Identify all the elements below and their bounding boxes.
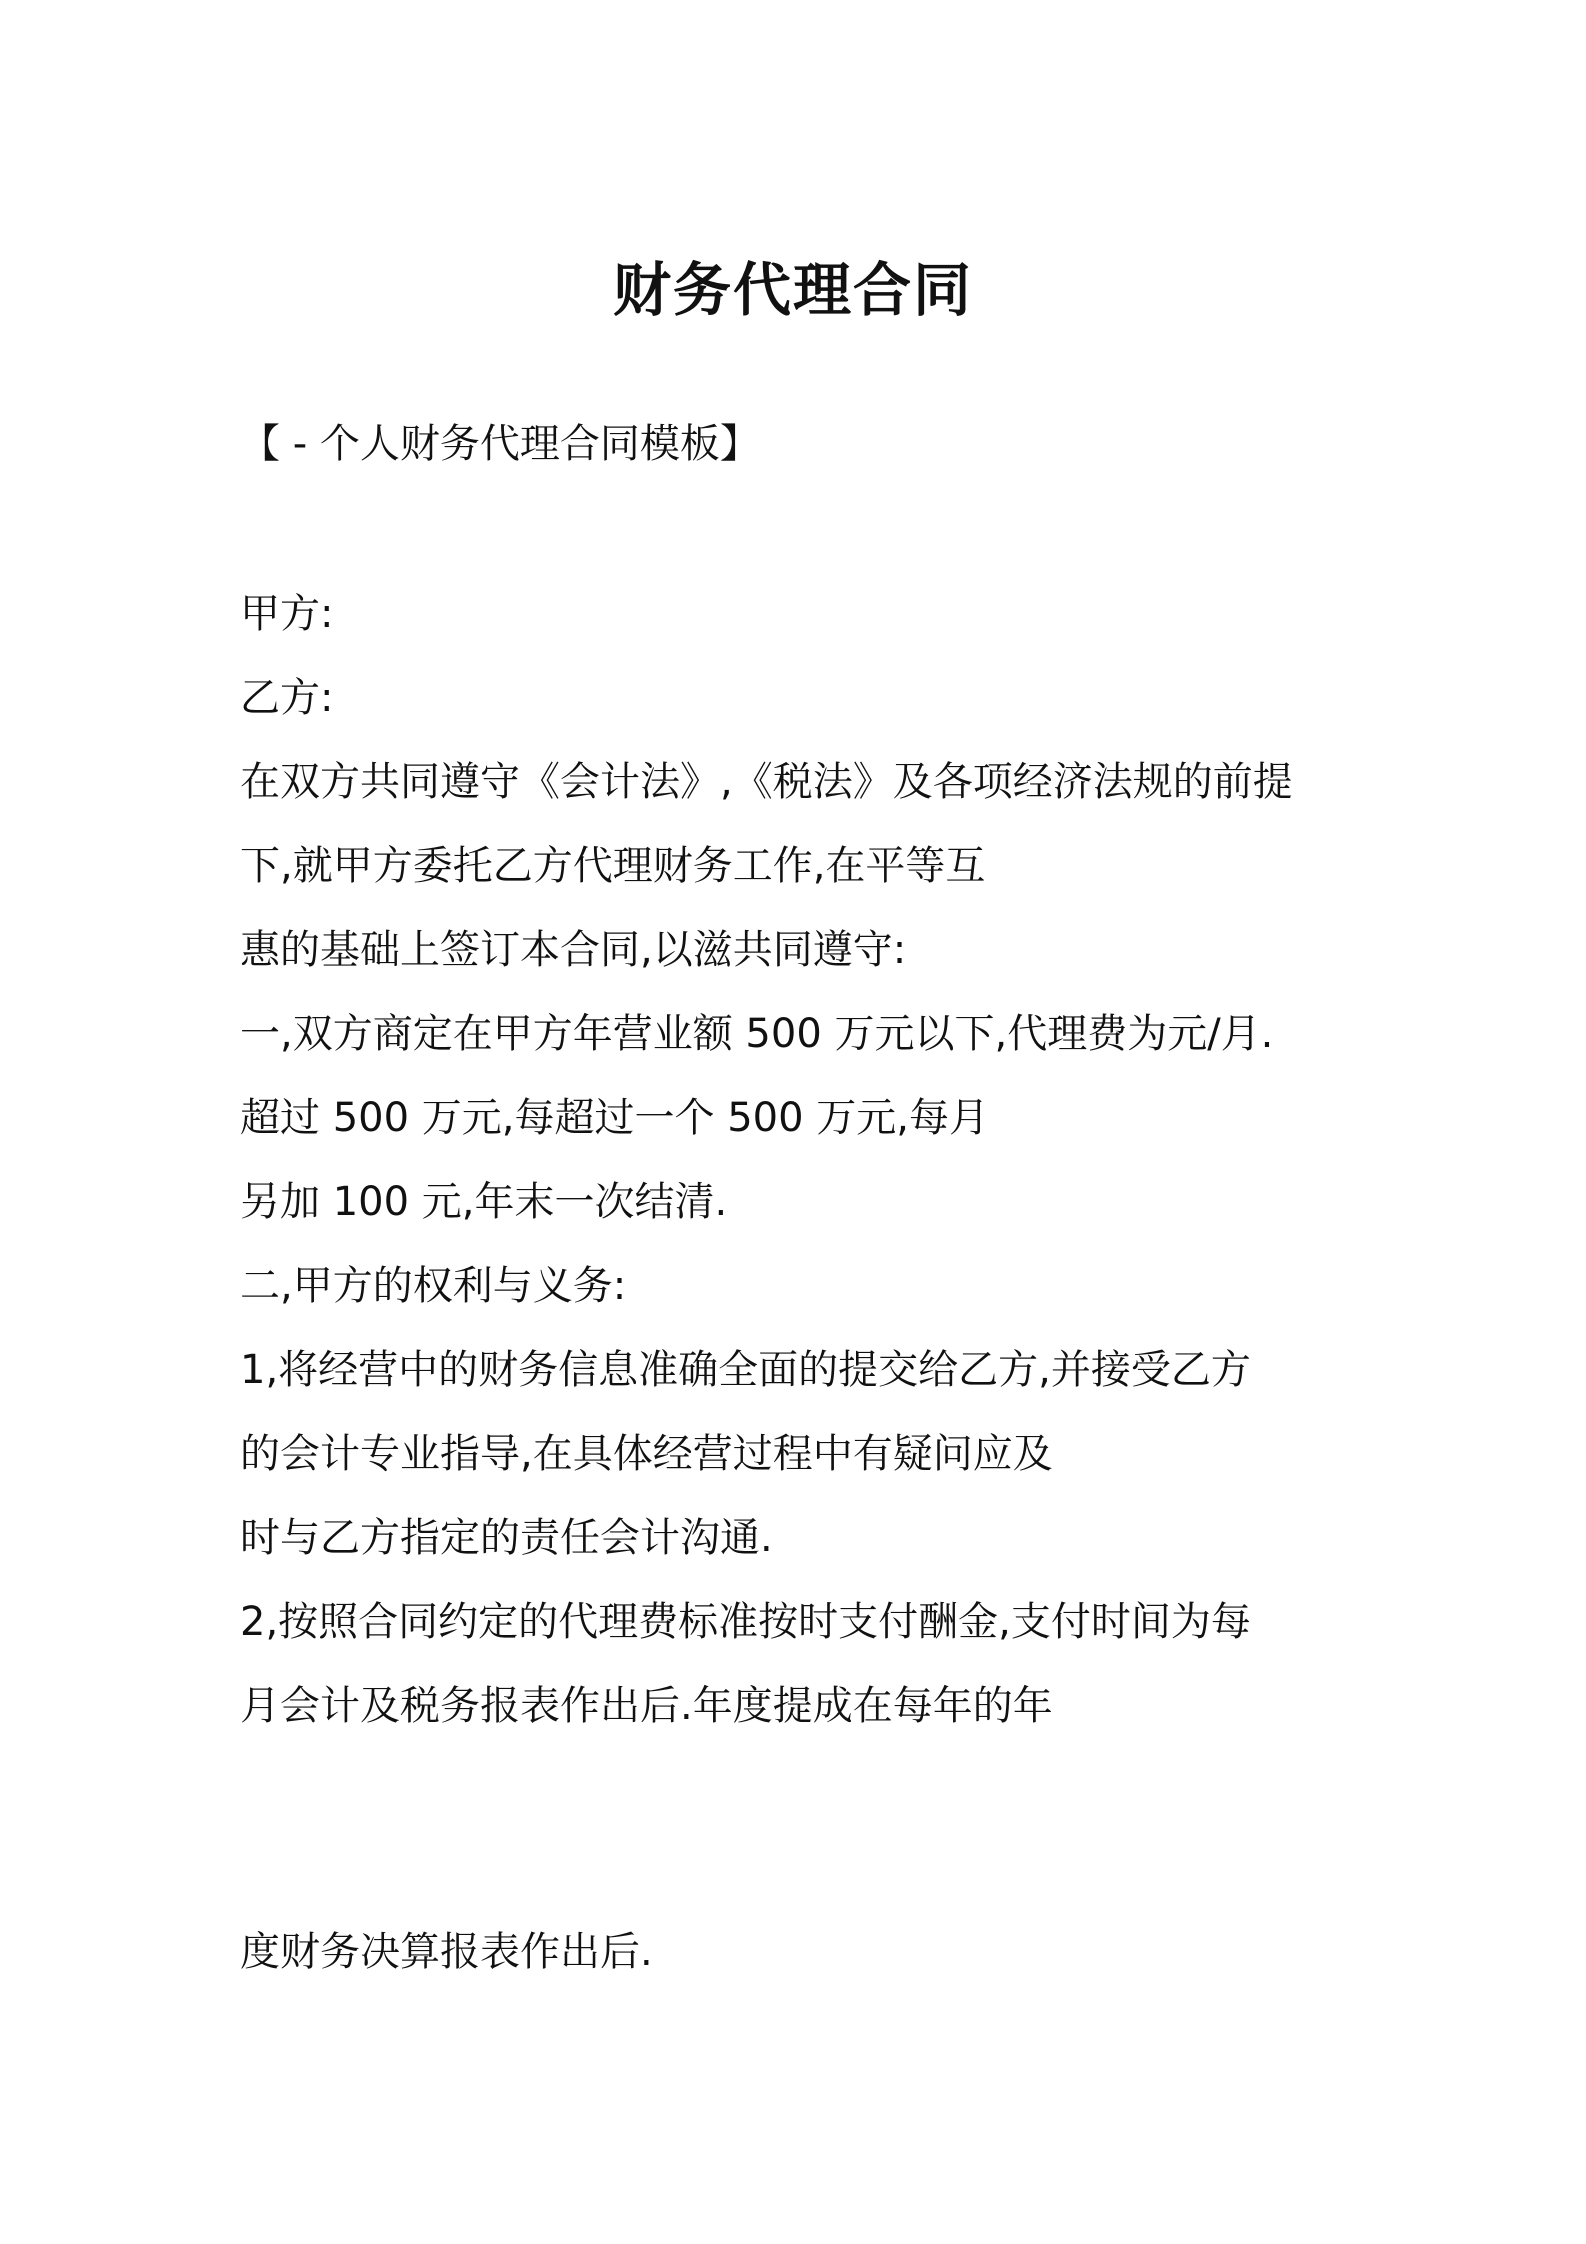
body-line: 惠的基础上签订本合同,以滋共同遵守: — [240, 927, 907, 973]
party-b-line: 乙方: — [240, 675, 334, 721]
body-line: 超过 500 万元,每超过一个 500 万元,每月 — [240, 1095, 989, 1141]
clause-2-heading: 二,甲方的权利与义务: — [240, 1263, 627, 1309]
body-line: 的会计专业指导,在具体经营过程中有疑问应及 — [240, 1431, 1053, 1477]
continuation-line: 度财务决算报表作出后. — [240, 1929, 653, 1975]
body-line: 月会计及税务报表作出后.年度提成在每年的年 — [240, 1683, 1053, 1729]
body-line: 在双方共同遵守《会计法》,《税法》及各项经济法规的前提 — [240, 759, 1293, 805]
body-line: 时与乙方指定的责任会计沟通. — [240, 1515, 773, 1561]
body-line: 下,就甲方委托乙方代理财务工作,在平等互 — [240, 843, 986, 889]
party-a-line: 甲方: — [240, 591, 334, 637]
document-title: 财务代理合同 — [612, 256, 973, 324]
contract-body — [240, 572, 1390, 1748]
item-2-line: 2,按照合同约定的代理费标准按时支付酬金,支付时间为每 — [240, 1599, 1251, 1645]
item-1-line: 1,将经营中的财务信息准确全面的提交给乙方,并接受乙方 — [240, 1347, 1251, 1393]
clause-1-line: 一,双方商定在甲方年营业额 500 万元以下,代理费为元/月. — [240, 1011, 1274, 1057]
document-subtitle: 【 - 个人财务代理合同模板】 — [240, 421, 760, 467]
body-line: 另加 100 元,年末一次结清. — [240, 1179, 728, 1225]
